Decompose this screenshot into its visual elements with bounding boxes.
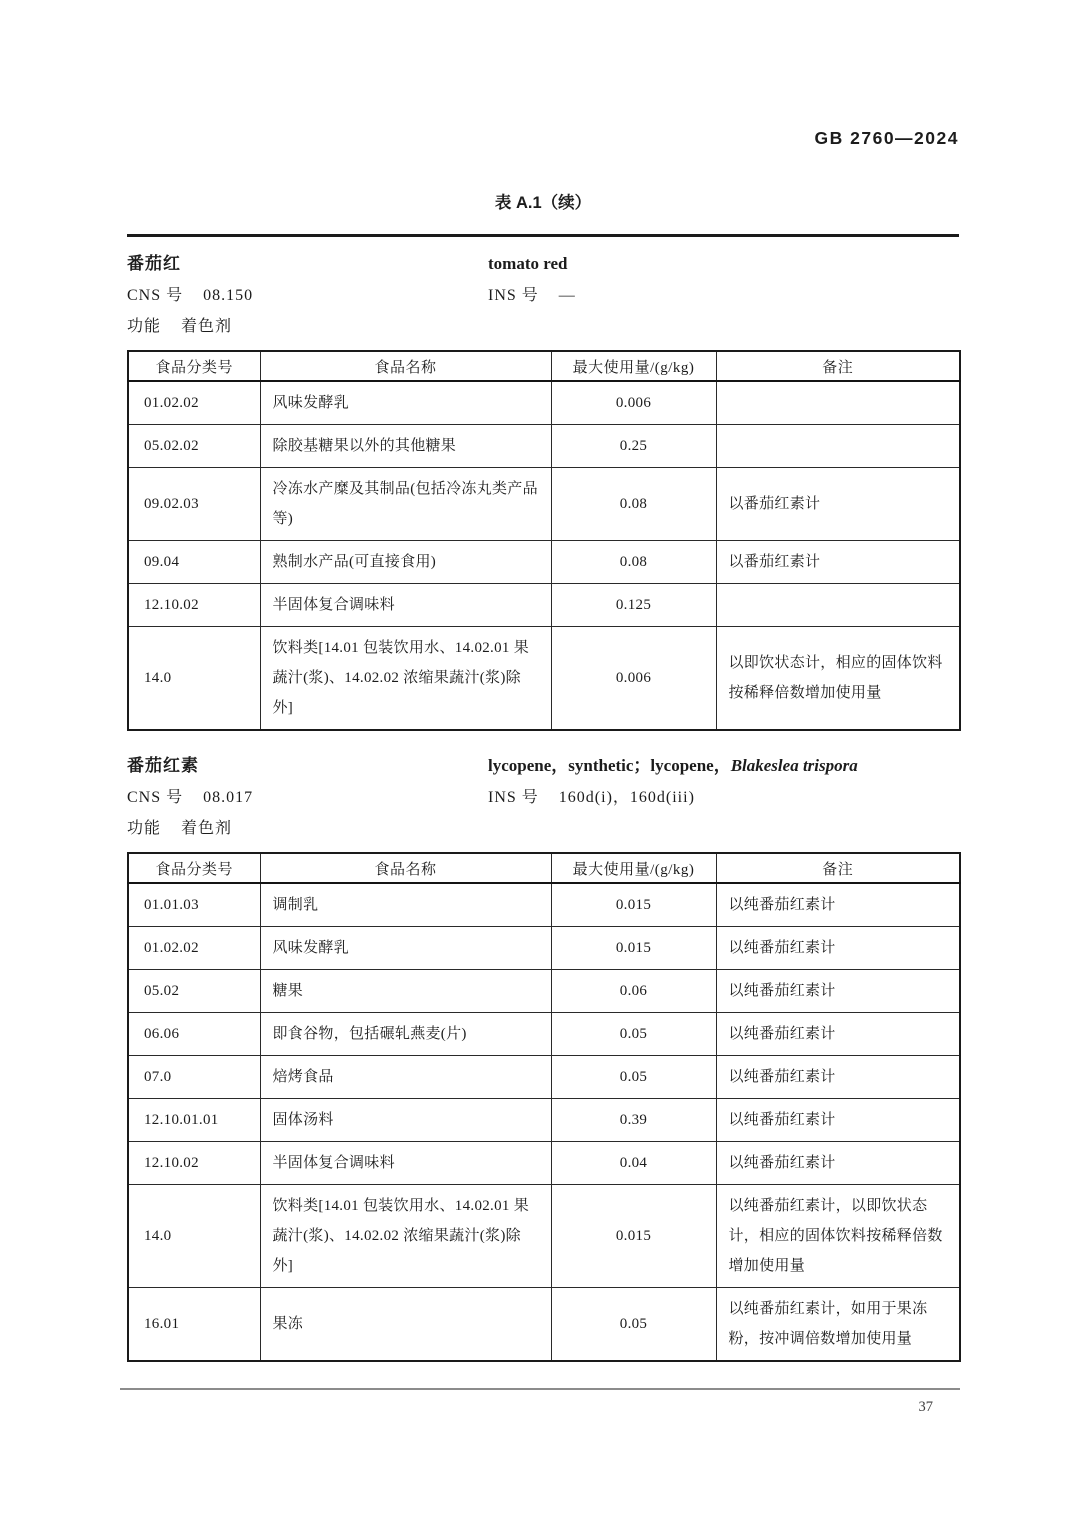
column-header-food-name: 食品名称: [260, 351, 551, 381]
cell-code: 05.02: [128, 970, 260, 1013]
cell-note: [716, 425, 960, 468]
column-header-max-usage: 最大使用量/(g/kg): [551, 351, 716, 381]
ins-cell: [488, 284, 959, 307]
additive-name-row: [127, 252, 959, 276]
ins-value: —: [558, 287, 576, 304]
cns-value: 08.150: [203, 287, 254, 304]
table-row: [128, 1142, 960, 1185]
cell-food: 固体汤料: [260, 1099, 551, 1142]
additive-function-row: [127, 817, 959, 840]
cell-max: 0.006: [551, 381, 716, 425]
cell-code: 01.01.03: [128, 883, 260, 927]
cns-value: 08.017: [203, 789, 254, 806]
table-row: [128, 1013, 960, 1056]
cell-food: 果冻: [260, 1288, 551, 1362]
additive-name-cn: 番茄红素: [127, 756, 199, 775]
function-label: 功能: [127, 318, 162, 335]
table-row: [128, 883, 960, 927]
function-cell: [127, 817, 488, 840]
cns-label: CNS 号: [127, 287, 184, 304]
cell-code: 12.10.02: [128, 584, 260, 627]
table-row: [128, 468, 960, 541]
page-content: [127, 0, 959, 1362]
page-number: 37: [918, 1399, 933, 1415]
usage-table-lycopene: [127, 852, 961, 1362]
column-header-food-name: 食品名称: [260, 853, 551, 883]
table-row: [128, 541, 960, 584]
cell-food: 除胶基糖果以外的其他糖果: [260, 425, 551, 468]
table-row: [128, 1056, 960, 1099]
cns-cell: [127, 284, 488, 307]
ins-cell: [488, 786, 959, 809]
cell-note: 以纯番茄红素计: [716, 1142, 960, 1185]
cell-max: 0.05: [551, 1013, 716, 1056]
additive-name-en: [488, 754, 959, 778]
table-continuation-title: 表 A.1（续）: [494, 194, 592, 212]
table-row: [128, 381, 960, 425]
cell-note: 以纯番茄红素计: [716, 1056, 960, 1099]
cell-code: 01.02.02: [128, 381, 260, 425]
cell-code: 16.01: [128, 1288, 260, 1362]
usage-table-tomato-red: [127, 350, 961, 731]
additive-name-en: [488, 252, 959, 276]
table-header-row: [128, 351, 960, 381]
additive-id-row: [127, 284, 959, 307]
cell-max: 0.015: [551, 927, 716, 970]
table-row: [128, 425, 960, 468]
standard-number: GB 2760—2024: [814, 128, 959, 148]
additive-name-en-text: lycopene，synthetic；lycopene，: [488, 756, 731, 775]
additive-section-tomato-red: [127, 252, 959, 731]
cell-code: 05.02.02: [128, 425, 260, 468]
additive-name-row: [127, 754, 959, 778]
cell-code: 14.0: [128, 1185, 260, 1288]
cell-note: 以番茄红素计: [716, 468, 960, 541]
cell-food: 熟制水产品(可直接食用): [260, 541, 551, 584]
additive-function-row: [127, 315, 959, 338]
cell-max: 0.006: [551, 627, 716, 731]
cell-note: 以纯番茄红素计: [716, 1099, 960, 1142]
table-row: [128, 1099, 960, 1142]
table-row: [128, 584, 960, 627]
cell-max: 0.25: [551, 425, 716, 468]
cell-note: 以纯番茄红素计: [716, 970, 960, 1013]
cell-food: 半固体复合调味料: [260, 1142, 551, 1185]
cell-max: 0.125: [551, 584, 716, 627]
cell-note: 以番茄红素计: [716, 541, 960, 584]
cell-max: 0.06: [551, 970, 716, 1013]
column-header-max-usage: 最大使用量/(g/kg): [551, 853, 716, 883]
ins-label: INS 号: [488, 287, 539, 304]
additive-name-cn: 番茄红: [127, 254, 181, 273]
cell-max: 0.015: [551, 883, 716, 927]
column-header-food-category-code: 食品分类号: [128, 351, 260, 381]
cell-food: 风味发酵乳: [260, 381, 551, 425]
cell-max: 0.08: [551, 468, 716, 541]
cell-food: 即食谷物，包括碾轧燕麦(片): [260, 1013, 551, 1056]
cell-food: 糖果: [260, 970, 551, 1013]
cell-note: 以纯番茄红素计: [716, 927, 960, 970]
function-value: 着色剂: [181, 820, 233, 837]
ins-label: INS 号: [488, 789, 539, 806]
column-header-remark: 备注: [716, 351, 960, 381]
function-value: 着色剂: [181, 318, 233, 335]
function-cell: [127, 315, 488, 338]
cns-cell: [127, 786, 488, 809]
cell-code: 07.0: [128, 1056, 260, 1099]
cns-label: CNS 号: [127, 789, 184, 806]
cell-max: 0.015: [551, 1185, 716, 1288]
table-row: [128, 970, 960, 1013]
ins-value: 160d(i)，160d(iii): [558, 789, 695, 806]
cell-note: 以纯番茄红素计: [716, 1013, 960, 1056]
column-header-remark: 备注: [716, 853, 960, 883]
table-header-row: [128, 853, 960, 883]
additive-name-en-italic: Blakeslea trispora: [730, 756, 858, 775]
cell-max: 0.05: [551, 1288, 716, 1362]
cell-note: 以纯番茄红素计，以即饮状态计，相应的固体饮料按稀释倍数增加使用量: [716, 1185, 960, 1288]
cell-code: 09.04: [128, 541, 260, 584]
table-row: [128, 1288, 960, 1362]
title-rule: [127, 234, 959, 237]
cell-code: 12.10.02: [128, 1142, 260, 1185]
table-row: [128, 927, 960, 970]
cell-food: 调制乳: [260, 883, 551, 927]
cell-food: 半固体复合调味料: [260, 584, 551, 627]
cell-code: 12.10.01.01: [128, 1099, 260, 1142]
cell-food: 风味发酵乳: [260, 927, 551, 970]
function-label: 功能: [127, 820, 162, 837]
cell-food: 冷冻水产糜及其制品(包括冷冻丸类产品等): [260, 468, 551, 541]
cell-code: 01.02.02: [128, 927, 260, 970]
cell-note: 以纯番茄红素计，如用于果冻粉，按冲调倍数增加使用量: [716, 1288, 960, 1362]
cell-note: [716, 584, 960, 627]
cell-food: 饮料类[14.01 包装饮用水、14.02.01 果蔬汁(浆)、14.02.02 浓缩果蔬汁(浆)除外]: [260, 627, 551, 731]
table-row: [128, 627, 960, 731]
additive-name-en-text: tomato red: [488, 254, 568, 273]
cell-code: 09.02.03: [128, 468, 260, 541]
footer-rule: [120, 1388, 960, 1390]
cell-max: 0.08: [551, 541, 716, 584]
cell-note: 以纯番茄红素计: [716, 883, 960, 927]
column-header-food-category-code: 食品分类号: [128, 853, 260, 883]
table-row: [128, 1185, 960, 1288]
cell-note: 以即饮状态计，相应的固体饮料按稀释倍数增加使用量: [716, 627, 960, 731]
additive-id-row: [127, 786, 959, 809]
cell-note: [716, 381, 960, 425]
cell-max: 0.04: [551, 1142, 716, 1185]
cell-code: 06.06: [128, 1013, 260, 1056]
cell-code: 14.0: [128, 627, 260, 731]
cell-max: 0.05: [551, 1056, 716, 1099]
cell-food: 饮料类[14.01 包装饮用水、14.02.01 果蔬汁(浆)、14.02.02 浓缩果蔬汁(浆)除外]: [260, 1185, 551, 1288]
additive-section-lycopene: [127, 754, 959, 1362]
cell-food: 焙烤食品: [260, 1056, 551, 1099]
cell-max: 0.39: [551, 1099, 716, 1142]
